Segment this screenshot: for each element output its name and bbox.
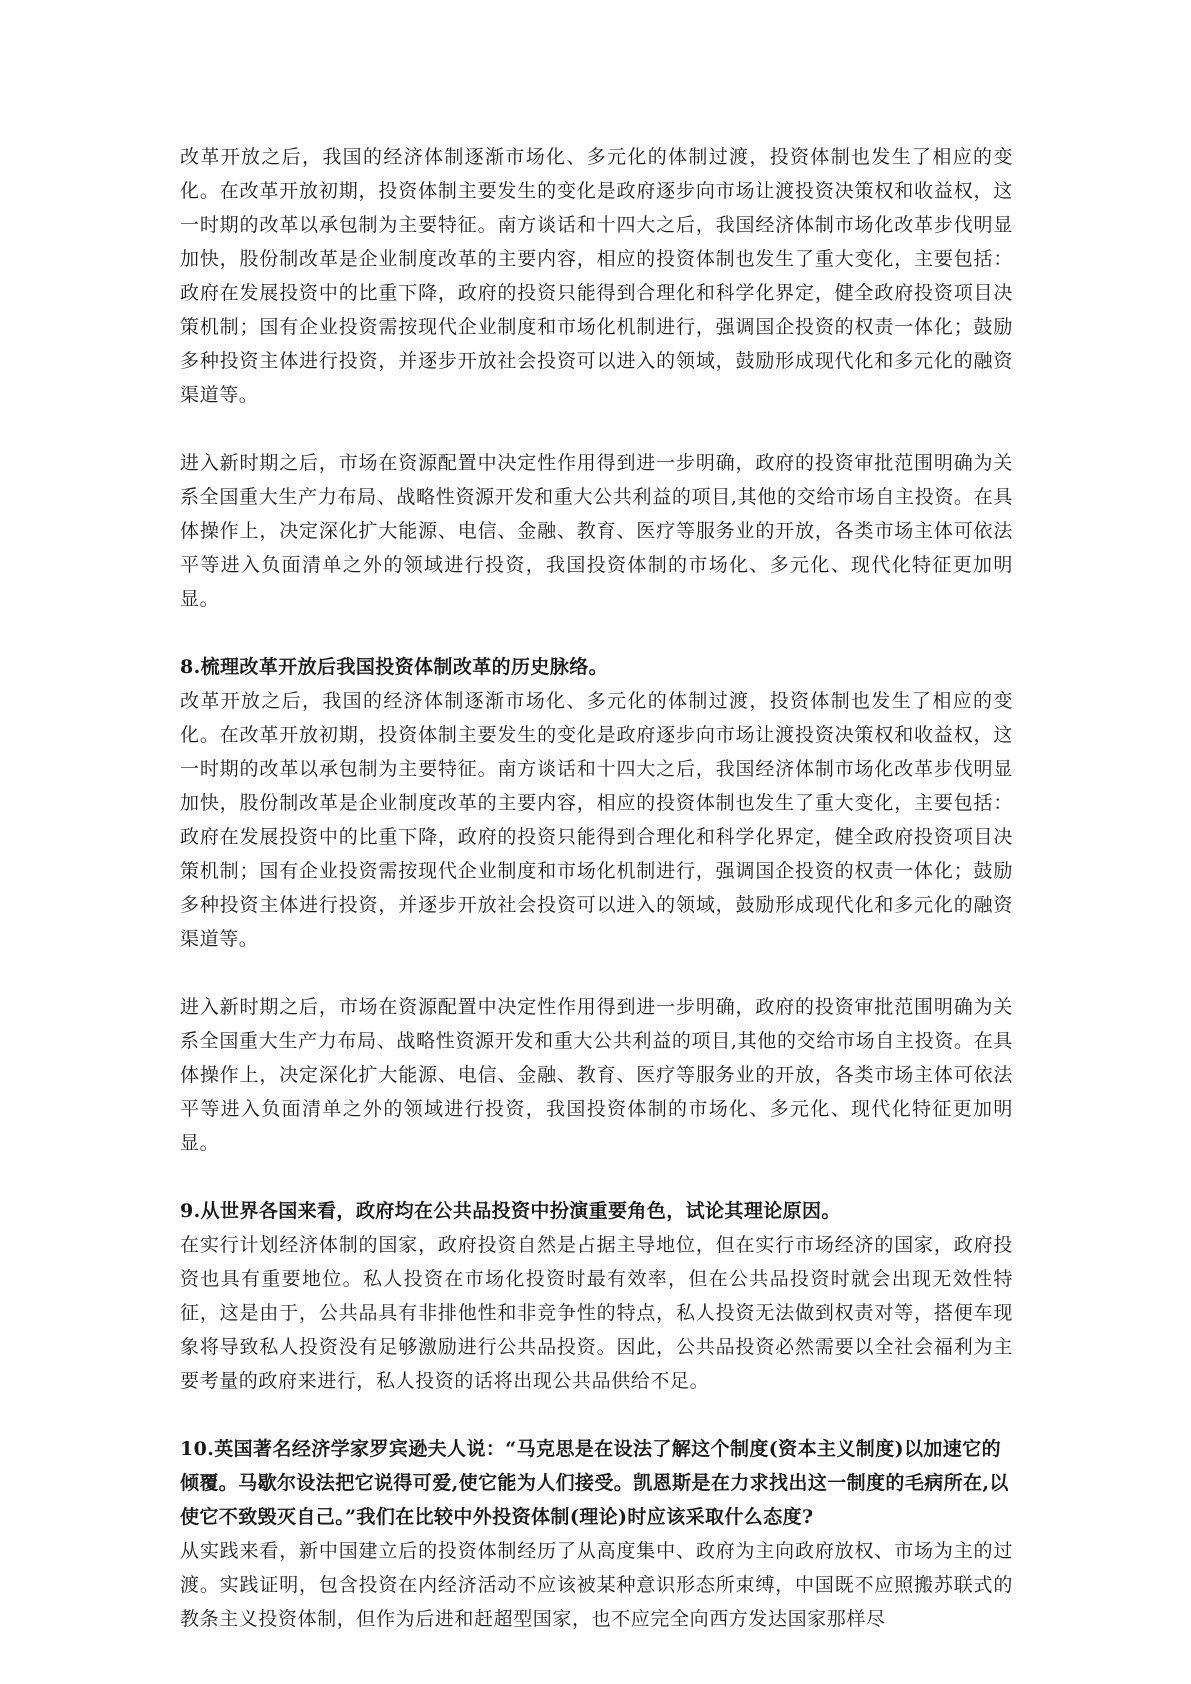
answer-8-paragraph-2: 进入新时期之后，市场在资源配置中决定性作用得到进一步明确，政府的投资审批范围明确为关系全国重大生产力布局、战略性资源开发和重大公共利益的项目,其他的交给市场自主投资。在具体操作上，决定深化扩大能源、电信、金融、教育、医疗等服务业的开放，各类市场主体可依法平等进入负面清单之外的领域进行投资，我国投资体制的市场化、多元化、现代化特征更加明显。 bbox=[180, 996, 1013, 1154]
answer-10-paragraph: 从实践来看，新中国建立后的投资体制经历了从高度集中、政府为主向政府放权、市场为主的过渡。实践证明，包含投资在内经济活动不应该被某种意识形态所束缚，中国既不应照搬苏联式的教条主义投资体制，但作为后进和赶超型国家，也不应完全向西方发达国家那样尽 bbox=[180, 1540, 1013, 1630]
question-9-heading: 9.从世界各国来看，政府均在公共品投资中扮演重要角色，试论其理论原因。 bbox=[180, 1200, 841, 1222]
paragraph-gap bbox=[180, 1160, 1013, 1194]
paragraph-gap bbox=[180, 412, 1013, 446]
paragraph-gap bbox=[180, 1398, 1013, 1432]
paragraph-gap bbox=[180, 956, 1013, 990]
paragraph-reform-overview: 改革开放之后，我国的经济体制逐渐市场化、多元化的体制过渡，投资体制也发生了相应的变化。在改革开放初期，投资体制主要发生的变化是政府逐步向市场让渡投资决策权和收益权，这一时期的改革以承包制为主要特征。南方谈话和十四大之后，我国经济体制市场化改革步伐明显加快，股份制改革是企业制度改革的主要内容，相应的投资体制也发生了重大变化，主要包括：政府在发展投资中的比重下降，政府的投资只能得到合理化和科学化界定，健全政府投资项目决策机制；国有企业投资需按现代企业制度和市场化机制进行，强调国企投资的权责一体化；鼓励多种投资主体进行投资，并逐步开放社会投资可以进入的领域，鼓励形成现代化和多元化的融资渠道等。 bbox=[180, 146, 1013, 406]
paragraph-new-era: 进入新时期之后，市场在资源配置中决定性作用得到进一步明确，政府的投资审批范围明确为关系全国重大生产力布局、战略性资源开发和重大公共利益的项目,其他的交给市场自主投资。在具体操作上，决定深化扩大能源、电信、金融、教育、医疗等服务业的开放，各类市场主体可依法平等进入负面清单之外的领域进行投资，我国投资体制的市场化、多元化、现代化特征更加明显。 bbox=[180, 452, 1013, 610]
question-10-heading: 10.英国著名经济学家罗宾逊夫人说：“马克思是在设法了解这个制度(资本主义制度)以加速它的倾覆。马歇尔设法把它说得可爱,使它能为人们接受。凯恩斯是在力求找出这一制度的毛病所在,以使它不致毁灭自己。”我们在比较中外投资体制(理论)时应该采取什么态度? bbox=[180, 1438, 1009, 1528]
question-8-heading: 8.梳理改革开放后我国投资体制改革的历史脉络。 bbox=[180, 656, 609, 678]
answer-9-paragraph: 在实行计划经济体制的国家，政府投资自然是占据主导地位，但在实行市场经济的国家，政府投资也具有重要地位。私人投资在市场化投资时最有效率，但在公共品投资时就会出现无效性特征，这是由于，公共品具有非排他性和非竞争性的特点，私人投资无法做到权责对等，搭便车现象将导致私人投资没有足够激励进行公共品投资。因此，公共品投资必然需要以全社会福利为主要考量的政府来进行，私人投资的话将出现公共品供给不足。 bbox=[180, 1234, 1013, 1392]
paragraph-gap bbox=[180, 616, 1013, 650]
answer-8-paragraph-1: 改革开放之后，我国的经济体制逐渐市场化、多元化的体制过渡，投资体制也发生了相应的变化。在改革开放初期，投资体制主要发生的变化是政府逐步向市场让渡投资决策权和收益权，这一时期的改革以承包制为主要特征。南方谈话和十四大之后，我国经济体制市场化改革步伐明显加快，股份制改革是企业制度改革的主要内容，相应的投资体制也发生了重大变化，主要包括：政府在发展投资中的比重下降，政府的投资只能得到合理化和科学化界定，健全政府投资项目决策机制；国有企业投资需按现代企业制度和市场化机制进行，强调国企投资的权责一体化；鼓励多种投资主体进行投资，并逐步开放社会投资可以进入的领域，鼓励形成现代化和多元化的融资渠道等。 bbox=[180, 690, 1013, 950]
